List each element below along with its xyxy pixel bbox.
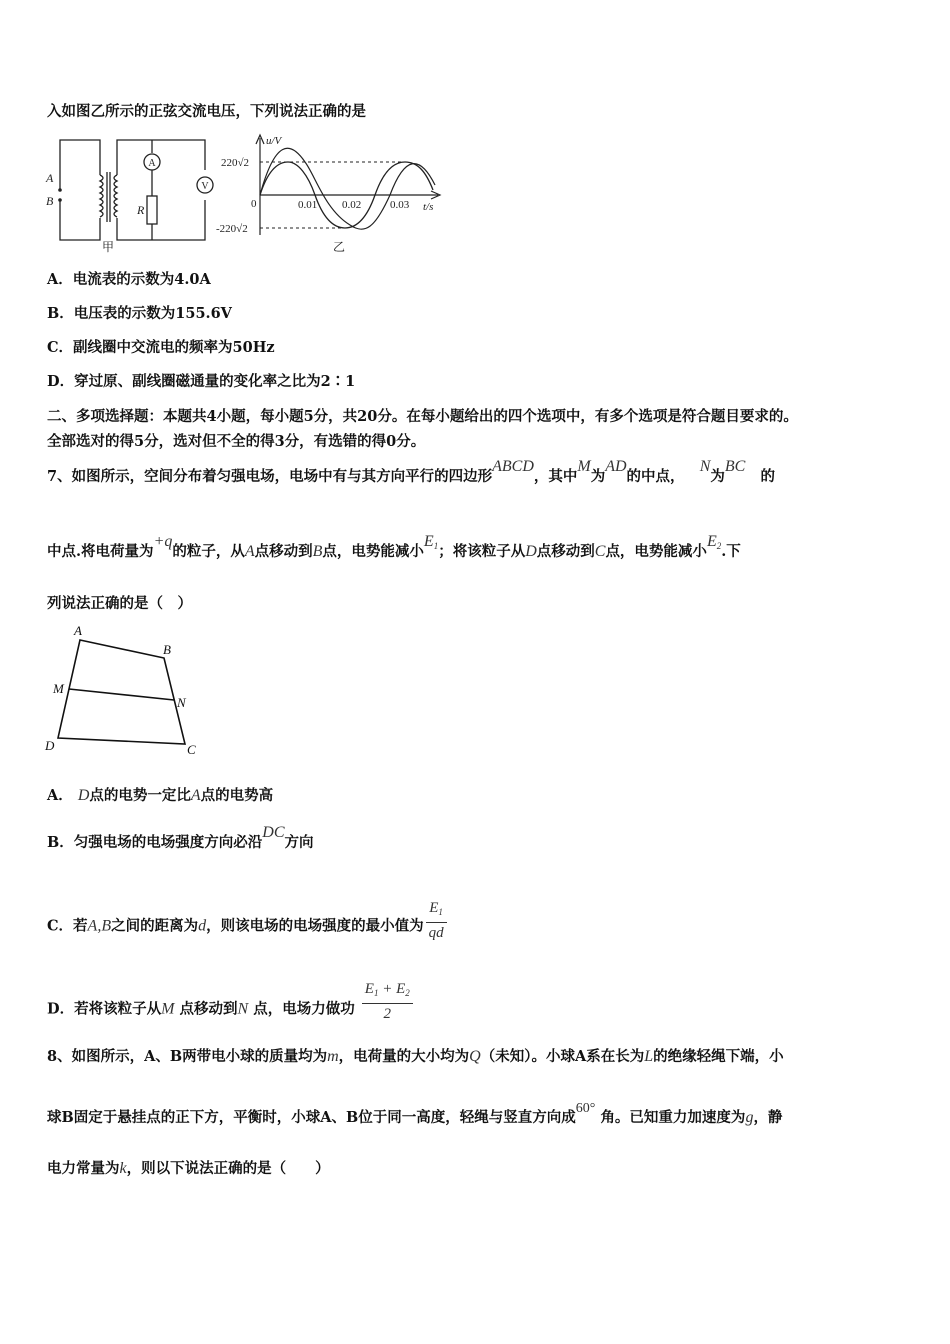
q6-option-d[interactable]: D．穿过原、副线圈磁通量的变化率之比为2∶1 (47, 373, 356, 390)
question-8-stem-line-1: 8、如图所示，A、B两带电小球的质量均为m，电荷量的大小均为Q（未知）。小球A系在长为L的绝缘轻绳下端，小 (47, 1048, 784, 1065)
question-7-stem-line-2: 中点.将电荷量为+q的粒子，从A点移动到B点，电势能减小$E_1$；将该粒子从D点移动到C点，电势能减小$E_2$.下 (47, 533, 741, 560)
question-6-stem: 入如图乙所示的正弦交流电压，下列说法正确的是 (47, 103, 366, 120)
x-tick-3: 0.03 (390, 199, 410, 211)
section-2-heading: 二、多项选择题：本题共4小题，每小题5分，共20分。在每小题给出的四个选项中，有多个选项是符合题目要求的。 (47, 408, 798, 425)
voltmeter-label: V (201, 181, 209, 192)
origin-label: 0 (251, 198, 257, 210)
y-axis-label: u/V (266, 135, 282, 147)
terminal-b-label: B (46, 194, 54, 208)
ammeter-label: A (148, 158, 156, 169)
caption-jia: 甲 (102, 240, 115, 254)
point-m-label: M (53, 681, 64, 696)
question-7-stem-line-1: 7、如图所示，空间分布着匀强电场，电场中有与其方向平行的四边形ABCD，其中M为AD的中点， N为BC 的 (47, 458, 775, 485)
x-axis-label: t/s (423, 201, 434, 213)
q7-option-a[interactable]: A． D点的电势一定比A点的电势高 (47, 787, 274, 804)
vertex-b-label: B (163, 642, 171, 657)
y-max-label: 220√2 (221, 157, 250, 169)
figure-7-quadrilateral (40, 622, 210, 762)
question-8-stem-line-3: 电力常量为k，则以下说法正确的是（ ） (47, 1160, 330, 1177)
point-n-label: N (177, 695, 186, 710)
x-tick-1: 0.01 (298, 199, 318, 211)
q6-option-b[interactable]: B．电压表的示数为155.6V (47, 305, 232, 322)
section-2-instructions: 全部选对的得5分，选对但不全的得3分，有选错的得0分。 (47, 433, 426, 450)
vertex-a-label: A (74, 623, 82, 638)
question-7-stem-line-3: 列说法正确的是（ ） (47, 595, 192, 612)
caption-yi: 乙 (333, 240, 346, 254)
q6-option-c[interactable]: C．副线圈中交流电的频率为50Hz (47, 339, 275, 356)
q7-option-c[interactable]: C．若A,B之间的距离为d，则该电场的电场强度的最小值为 $\frac{E_1}{qd}$ (47, 904, 449, 949)
resistor-label: R (137, 203, 145, 217)
y-min-label: -220√2 (216, 223, 248, 235)
q7-option-d[interactable]: D．若将该粒子从M 点移动到N 点，电场力做功 $\frac{E_1 + E_2}{2}$ (47, 987, 415, 1032)
x-tick-2: 0.02 (342, 199, 362, 211)
vertex-c-label: C (187, 742, 196, 757)
question-8-stem-line-2: 球B固定于悬挂点的正下方，平衡时，小球A、B位于同一高度，轻绳与竖直方向成60° 角。已知重力加速度为g，静 (47, 1101, 783, 1126)
terminal-a-label: A (46, 171, 54, 185)
q6-option-a[interactable]: A．电流表的示数为4.0A (47, 271, 211, 288)
vertex-d-label: D (45, 738, 55, 753)
figure-6-circuit-and-waveform (40, 130, 460, 255)
q7-option-b[interactable]: B．匀强电场的电场强度方向必沿DC方向 (47, 824, 314, 851)
